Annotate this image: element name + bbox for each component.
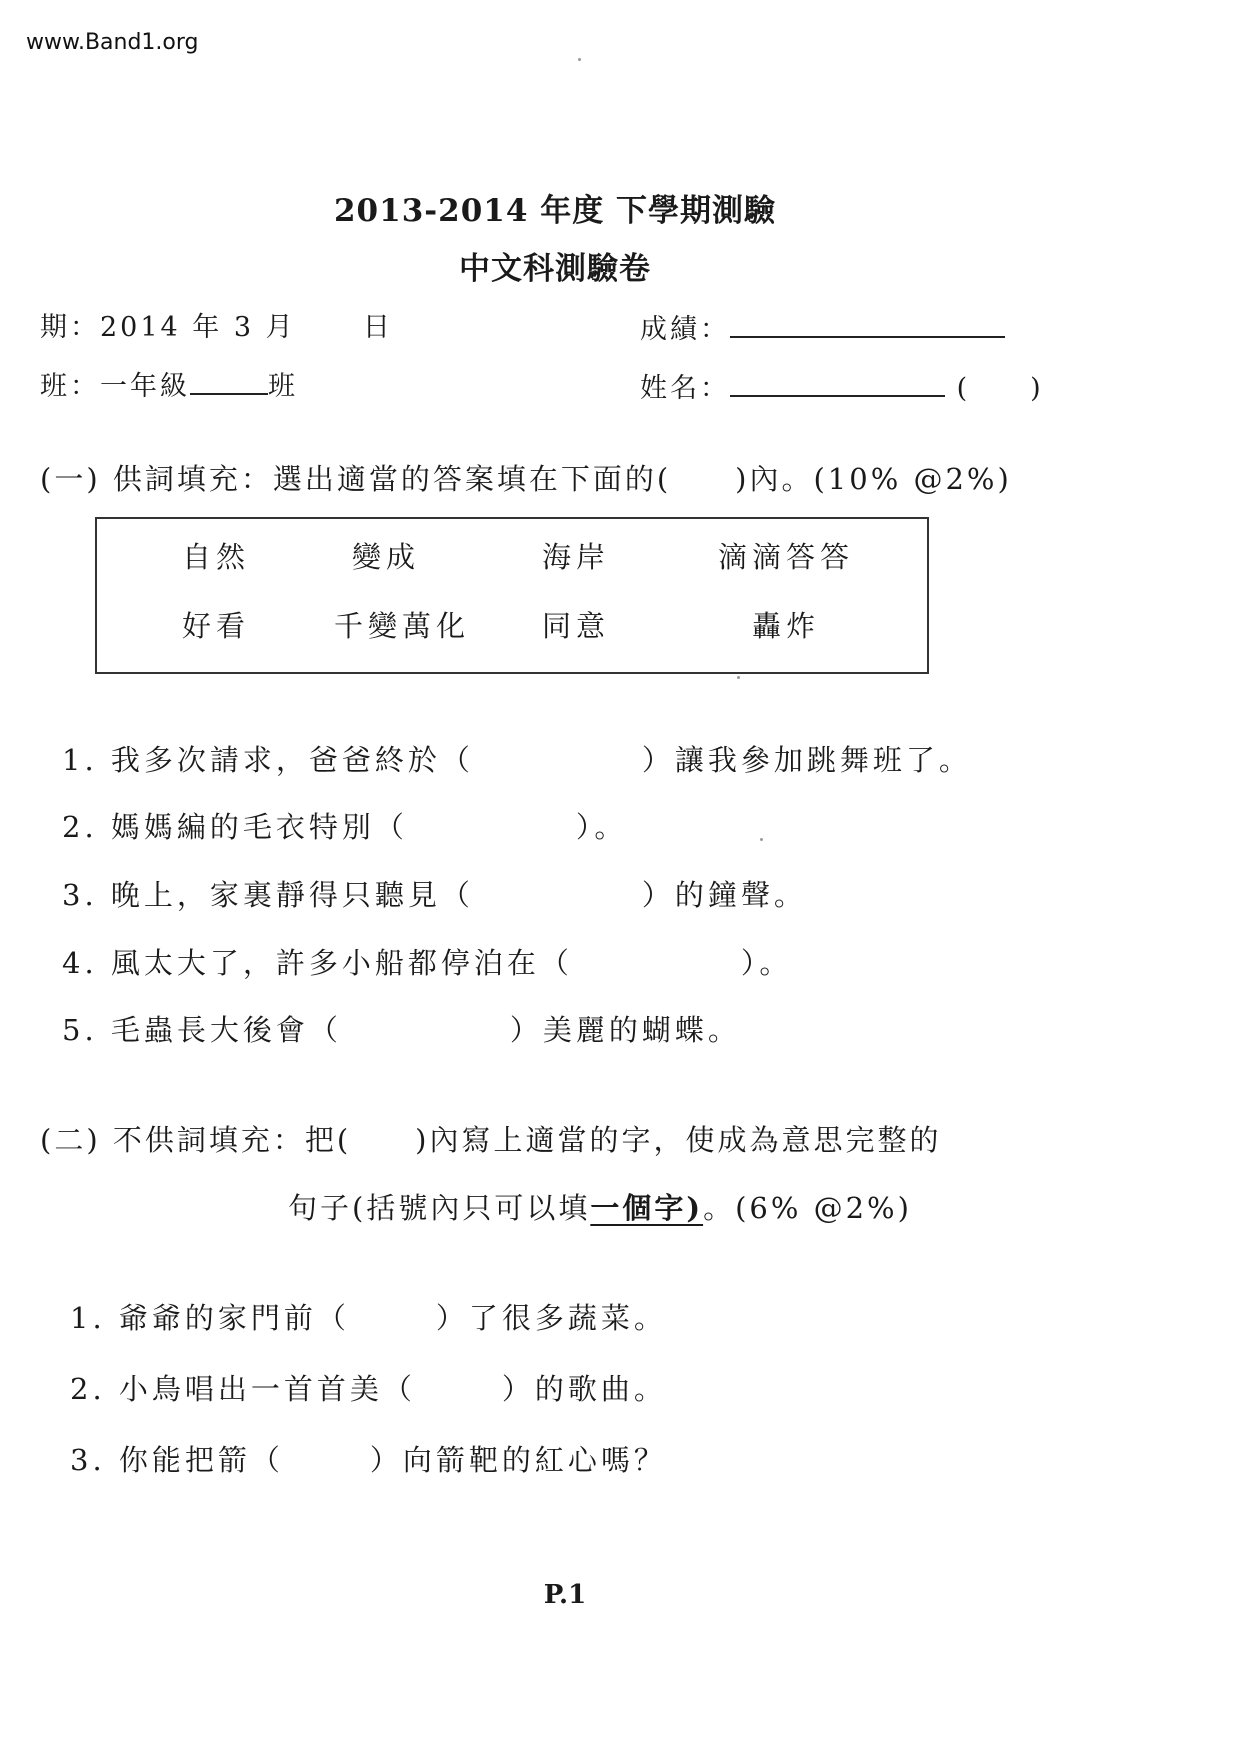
class-blank[interactable]	[190, 391, 268, 395]
watermark-text[interactable]: www.Band1.org	[26, 30, 199, 55]
section2-emphasis: 一個字)	[590, 1191, 704, 1225]
score-field	[640, 307, 1005, 346]
word-bank-item: 滴滴答答	[718, 540, 855, 574]
class-field	[40, 364, 298, 403]
name-label: 姓名：	[640, 373, 730, 404]
scan-speck	[578, 58, 581, 61]
s2-question-2	[70, 1367, 667, 1408]
section2-heading-line2	[288, 1186, 912, 1227]
s1-question-2	[62, 805, 627, 846]
question-text-after: ）美麗的蝴蝶。	[509, 1013, 741, 1047]
s1-question-5	[62, 1008, 741, 1049]
s2-question-1	[70, 1296, 667, 1337]
exam-subtitle: 中文科測驗卷	[459, 251, 651, 287]
name-paren-close: )	[1030, 373, 1044, 404]
question-text-before: 毛蟲長大後會（	[110, 1013, 342, 1047]
question-number: 3.	[70, 1443, 106, 1477]
word-bank-item: 自然	[182, 540, 251, 574]
question-text-before: 爺爺的家門前（	[118, 1301, 350, 1335]
name-blank[interactable]	[730, 393, 945, 397]
section2-heading-marks: 。(6% @2%)	[703, 1191, 912, 1225]
name-paren-open: (	[956, 373, 971, 404]
class-label: 班：一年級	[40, 371, 190, 402]
question-text-after: ）的鐘聲。	[641, 878, 807, 912]
question-text-after: ）向箭靶的紅心嗎？	[369, 1443, 667, 1477]
question-text-before: 晚上，家裏靜得只聽見（	[110, 878, 474, 912]
question-text-after: ）讓我參加跳舞班了。	[641, 743, 972, 777]
word-bank-item: 好看	[182, 609, 251, 643]
question-text-after: ）的歌曲。	[501, 1372, 667, 1406]
word-bank-item: 同意	[542, 609, 611, 643]
question-text-before: 風太大了，許多小船都停泊在（	[110, 946, 573, 980]
question-text-after: ）。	[575, 810, 628, 844]
scan-speck	[760, 838, 763, 841]
word-bank-item: 變成	[352, 540, 421, 574]
word-bank-item: 海岸	[542, 540, 611, 574]
section2-heading: (二) 不供詞填充：把( )內寫上適當的字，使成為意思完整的	[40, 1123, 942, 1157]
word-bank-item: 千變萬化	[334, 609, 471, 643]
question-text-after: ）了很多蔬菜。	[435, 1301, 667, 1335]
question-number: 2.	[62, 810, 98, 844]
question-number: 4.	[62, 946, 98, 980]
question-number: 1.	[62, 743, 98, 777]
question-number: 2.	[70, 1372, 106, 1406]
section1-heading: (一) 供詞填充：選出適當的答案填在下面的( )內。(10% @2%)	[40, 462, 1012, 496]
score-blank[interactable]	[730, 334, 1005, 338]
date-day-label: 日	[362, 312, 393, 343]
s2-question-3	[70, 1438, 667, 1479]
date-label: 期：2014 年 3 月	[40, 312, 296, 343]
question-number: 1.	[70, 1301, 106, 1335]
page-number: P.1	[543, 1580, 587, 1610]
name-field	[640, 366, 1044, 405]
question-text-before: 你能把箭（	[118, 1443, 284, 1477]
score-label: 成績：	[640, 314, 730, 345]
exam-title: 2013-2014 年度 下學期測驗	[333, 193, 776, 229]
scan-speck	[737, 676, 740, 679]
section2-heading-text: 句子(括號內只可以填	[288, 1191, 591, 1225]
s1-question-3	[62, 873, 807, 914]
question-text-before: 小鳥唱出一首首美（	[118, 1372, 416, 1406]
question-text-before: 我多次請求，爸爸終於（	[110, 743, 474, 777]
word-bank-item: 轟炸	[752, 609, 821, 643]
question-number: 5.	[62, 1013, 98, 1047]
question-number: 3.	[62, 878, 98, 912]
question-text-before: 媽媽編的毛衣特別（	[110, 810, 408, 844]
class-suffix: 班	[268, 371, 298, 402]
s1-question-4	[62, 941, 792, 982]
s1-question-1	[62, 738, 972, 779]
date-field	[40, 305, 393, 344]
question-text-after: ）。	[740, 946, 793, 980]
